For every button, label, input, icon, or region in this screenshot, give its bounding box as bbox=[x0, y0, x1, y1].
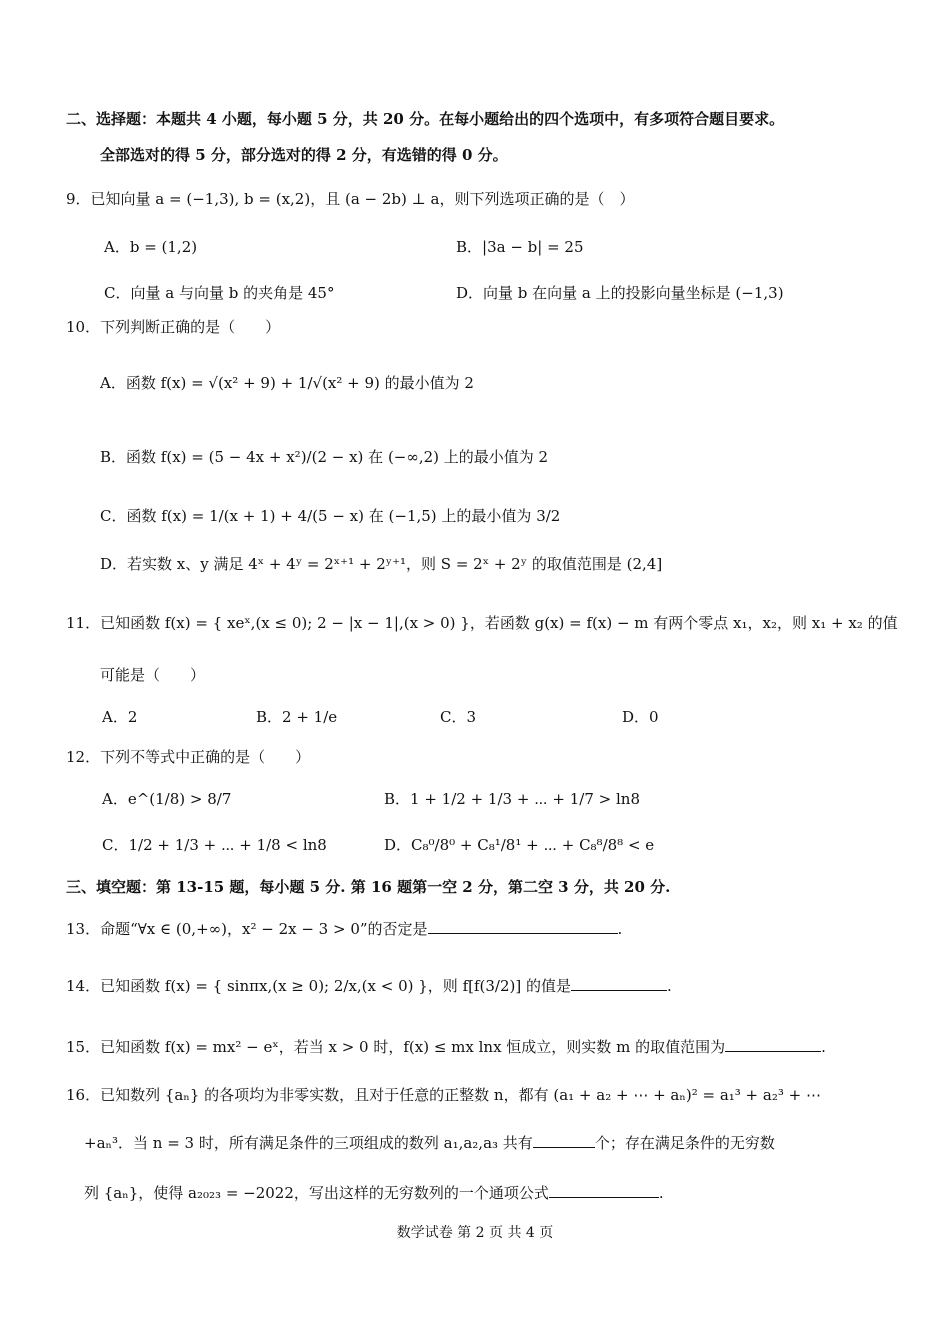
q11-stem-cont: 可能是（ ） bbox=[100, 666, 206, 684]
q9-option-c: C．向量 a 与向量 b 的夹角是 45° bbox=[104, 284, 335, 302]
q13-answer-blank[interactable] bbox=[428, 919, 618, 934]
q14-end: . bbox=[667, 977, 672, 995]
q12-option-d: D．C₈⁰/8⁰ + C₈¹/8¹ + ⋯ + C₈⁸/8⁸ < e bbox=[384, 836, 655, 854]
q10-option-d: D．若实数 x、y 满足 4ˣ + 4ʸ = 2ˣ⁺¹ + 2ʸ⁺¹，则 S = 2ˣ + 2ʸ 的取值范围是 (2,4] bbox=[100, 555, 663, 573]
q14-stem: 14．已知函数 f(x) = { sinπx,(x ≥ 0); 2/x,(x < 0) }，则 f[f(3/2)] 的值是 bbox=[66, 977, 571, 995]
q15-answer-blank[interactable] bbox=[725, 1037, 821, 1052]
q11-stem: 11．已知函数 f(x) = { xeˣ,(x ≤ 0); 2 − |x − 1|,(x > 0) }，若函数 g(x) = f(x) − m 有两个零点 x₁，x₂，则 x₁ + x₂ 的值 bbox=[66, 614, 898, 632]
q16-answer-blank-2[interactable] bbox=[549, 1183, 659, 1198]
q16-line2-end: 个；存在满足条件的无穷数 bbox=[594, 1134, 775, 1152]
q9-stem: 9．已知向量 a = (−1,3), b = (x,2)，且 (a − 2b) ⊥ a，则下列选项正确的是（ ） bbox=[66, 190, 635, 208]
page-footer: 数学试卷 第 2 页 共 4 页 bbox=[396, 1225, 554, 1241]
q16-line1: 16．已知数列 {aₙ} 的各项均为非零实数，且对于任意的正整数 n，都有 (a₁ + a₂ + ⋯ + aₙ)² = a₁³ + a₂³ + ⋯ bbox=[66, 1086, 821, 1104]
q9-option-d: D．向量 b 在向量 a 上的投影向量坐标是 (−1,3) bbox=[456, 284, 784, 302]
q11-option-d: D．0 bbox=[622, 708, 659, 726]
section2-heading: 二、选择题：本题共 4 小题，每小题 5 分，共 20 分。在每小题给出的四个选项中，有多项符合题目要求。 bbox=[66, 110, 785, 128]
q13-stem: 13．命题“∀x ∈ (0,+∞)，x² − 2x − 3 > 0”的否定是 bbox=[66, 920, 428, 938]
q10-option-b: B．函数 f(x) = (5 − 4x + x²)/(2 − x) 在 (−∞,2) 上的最小值为 2 bbox=[100, 448, 549, 466]
q16-line2-start: +aₙ³．当 n = 3 时，所有满足条件的三项组成的数列 a₁,a₂,a₃ 共有 bbox=[84, 1134, 533, 1152]
q10-option-a: A．函数 f(x) = √(x² + 9) + 1/√(x² + 9) 的最小值为 2 bbox=[100, 374, 474, 392]
q14-answer-blank[interactable] bbox=[571, 976, 667, 991]
q15-line bbox=[66, 1036, 826, 1058]
q12-option-a: A．e^(1/8) > 8/7 bbox=[102, 790, 232, 808]
q16-line3-end: . bbox=[658, 1184, 664, 1202]
q11-option-a: A．2 bbox=[102, 708, 138, 726]
q16-line2 bbox=[84, 1132, 775, 1154]
section2-heading-cont: 全部选对的得 5 分，部分选对的得 2 分，有选错的得 0 分。 bbox=[100, 146, 508, 164]
q13-line bbox=[66, 918, 622, 940]
q12-option-b: B．1 + 1/2 + 1/3 + ⋯ + 1/7 > ln8 bbox=[384, 790, 641, 808]
q16-answer-blank-1[interactable] bbox=[533, 1133, 595, 1148]
q13-end: . bbox=[617, 920, 623, 938]
q15-end: . bbox=[821, 1038, 826, 1056]
q9-option-a: A．b = (1,2) bbox=[104, 238, 198, 256]
q16-line3 bbox=[84, 1182, 664, 1204]
q11-option-b: B．2 + 1/e bbox=[256, 708, 338, 726]
q16-line3-start: 列 {aₙ}，使得 a₂₀₂₃ = −2022，写出这样的无穷数列的一个通项公式 bbox=[84, 1184, 549, 1202]
q14-line bbox=[66, 975, 672, 997]
section3-heading: 三、填空题：第 13-15 题，每小题 5 分. 第 16 题第一空 2 分，第二空 3 分，共 20 分. bbox=[66, 878, 671, 896]
q15-stem: 15．已知函数 f(x) = mx² − eˣ，若当 x > 0 时，f(x) ≤ mx lnx 恒成立，则实数 m 的取值范围为 bbox=[66, 1038, 726, 1056]
q11-option-c: C．3 bbox=[440, 708, 477, 726]
q9-option-b: B．|3a − b| = 25 bbox=[456, 238, 584, 256]
q10-stem: 10．下列判断正确的是（ ） bbox=[66, 318, 281, 336]
q10-option-c: C．函数 f(x) = 1/(x + 1) + 4/(5 − x) 在 (−1,5) 上的最小值为 3/2 bbox=[100, 507, 561, 525]
q12-stem: 12．下列不等式中正确的是（ ） bbox=[66, 748, 311, 766]
q12-option-c: C．1/2 + 1/3 + ⋯ + 1/8 < ln8 bbox=[102, 836, 327, 854]
